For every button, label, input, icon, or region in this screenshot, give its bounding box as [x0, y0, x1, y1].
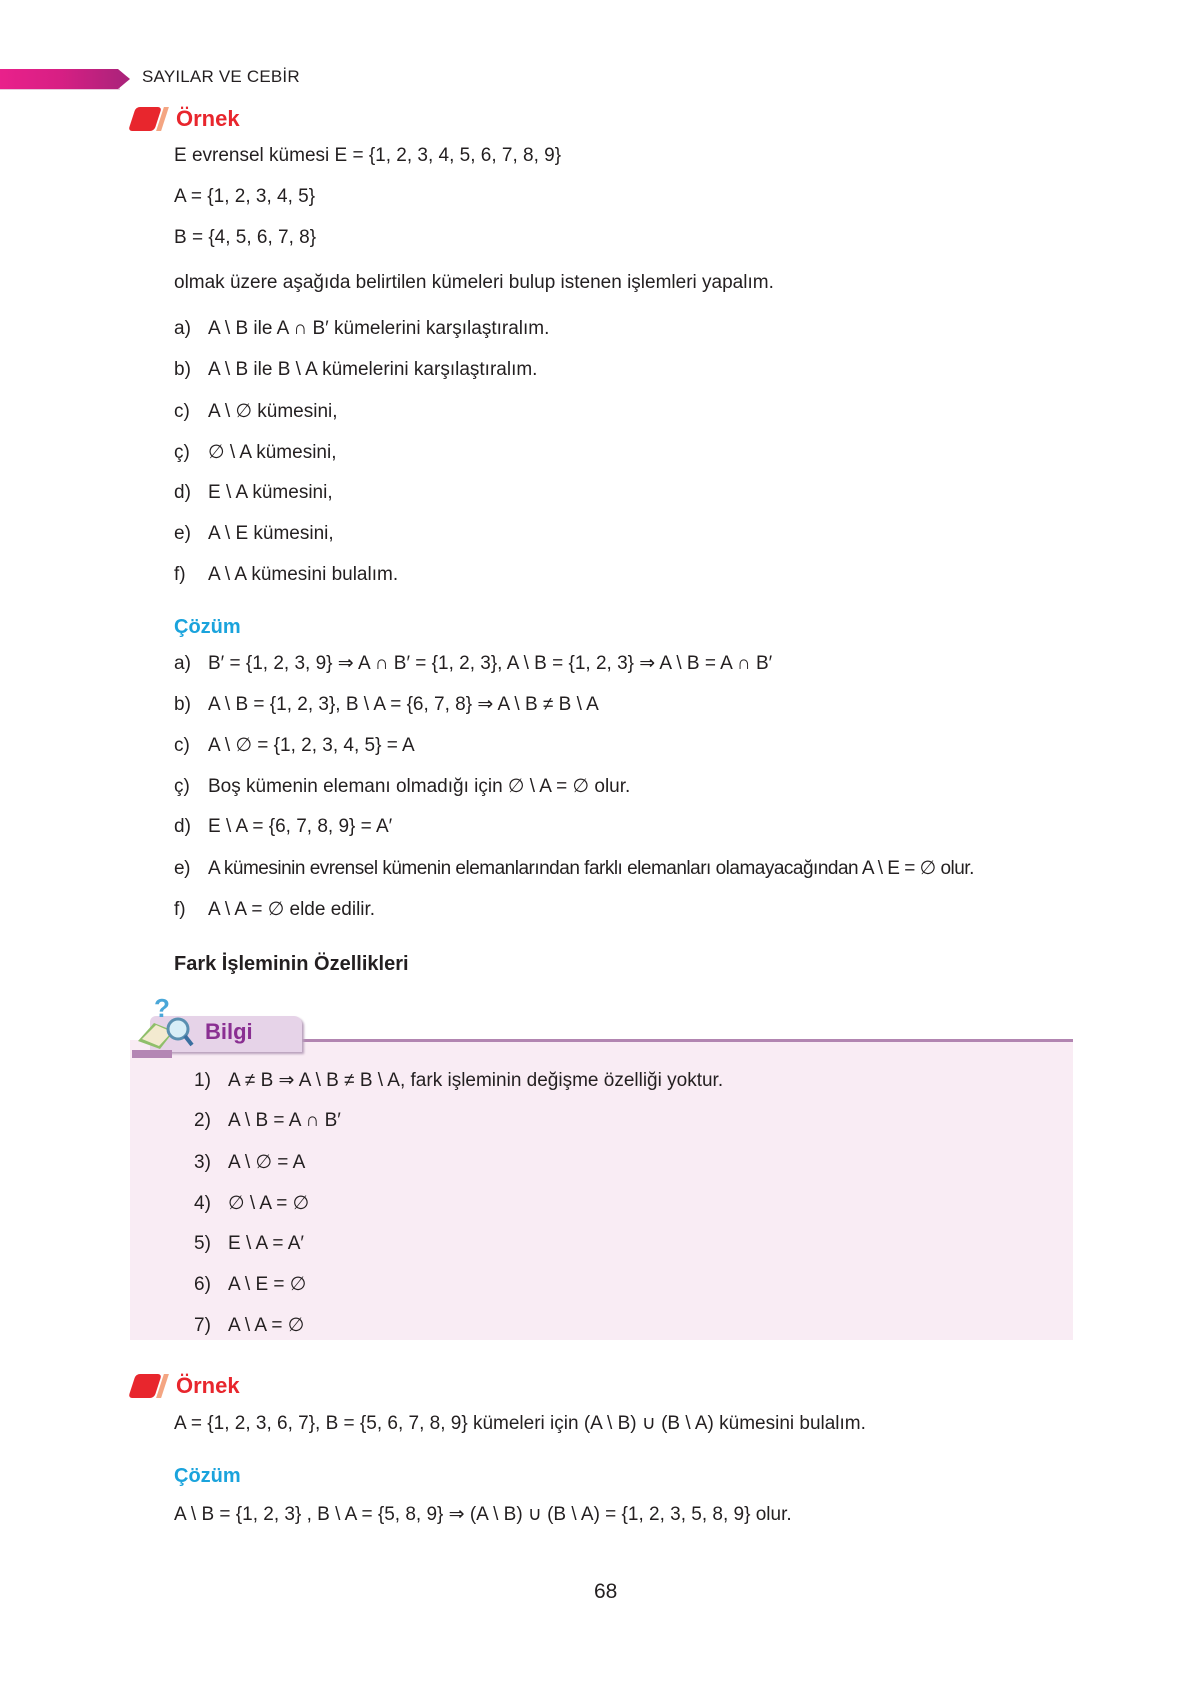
svg-text:?: ? [154, 995, 170, 1023]
example-label: Örnek [176, 1373, 240, 1398]
properties-heading: Fark İşleminin Özellikleri [174, 953, 409, 975]
property-item: 1) A ≠ B ⇒ A \ B ≠ B \ A, fark işleminin değişme özelliği yoktur. [194, 1070, 724, 1091]
solution-item: a) B′ = {1, 2, 3, 9} ⇒ A ∩ B′ = {1, 2, 3}, A \ B = {1, 2, 3} ⇒ A \ B = A ∩ B′ [174, 653, 773, 674]
solution-label: Çözüm [174, 616, 241, 638]
property-item: 5) E \ A = A′ [194, 1233, 304, 1254]
solution-label: Çözüm [174, 1465, 241, 1487]
task-item: f) A \ A kümesini bulalım. [174, 564, 399, 585]
task-item: d) E \ A kümesini, [174, 482, 333, 503]
property-item: 7) A \ A = ∅ [194, 1315, 305, 1336]
example-icon [132, 105, 172, 133]
property-item: 2) A \ B = A ∩ B′ [194, 1110, 341, 1131]
given-set-b: B = {4, 5, 6, 7, 8} [174, 227, 317, 248]
given-universal-set: E evrensel kümesi E = {1, 2, 3, 4, 5, 6, 7, 8, 9} [174, 145, 562, 166]
solution-item: d) E \ A = {6, 7, 8, 9} = A′ [174, 816, 393, 837]
header-accent-bar [0, 69, 130, 89]
example-intro: olmak üzere aşağıda belirtilen kümeleri bulup istenen işlemleri yapalım. [174, 272, 774, 293]
example-heading [132, 105, 240, 133]
example-icon [132, 1372, 172, 1400]
task-item: ç) ∅ \ A kümesini, [174, 442, 337, 463]
section-title: SAYILAR VE CEBİR [142, 67, 300, 86]
property-item: 3) A \ ∅ = A [194, 1152, 306, 1173]
book-magnifier-icon [134, 995, 196, 1051]
task-item: b) A \ B ile B \ A kümelerini karşılaştıralım. [174, 359, 538, 380]
info-label: Bilgi [205, 1019, 253, 1044]
info-box-rule [300, 1039, 1073, 1042]
task-item: a) A \ B ile A ∩ B′ kümelerini karşılaştıralım. [174, 318, 550, 339]
solution-item: e) A kümesinin evrensel kümenin elemanlarından farklı elemanları olamayacağından A \ E = ∅ olur. [174, 858, 974, 879]
solution-item: c) A \ ∅ = {1, 2, 3, 4, 5} = A [174, 735, 415, 756]
example-label: Örnek [176, 106, 240, 131]
info-tab-base [132, 1050, 172, 1058]
example-heading [132, 1372, 240, 1400]
given-set-a: A = {1, 2, 3, 4, 5} [174, 186, 316, 207]
example2-solution: A \ B = {1, 2, 3} , B \ A = {5, 8, 9} ⇒ (A \ B) ∪ (B \ A) = {1, 2, 3, 5, 8, 9} olur. [174, 1504, 792, 1525]
property-item: 6) A \ E = ∅ [194, 1274, 307, 1295]
task-item: e) A \ E kümesini, [174, 523, 334, 544]
example2-question: A = {1, 2, 3, 6, 7}, B = {5, 6, 7, 8, 9} kümeleri için (A \ B) ∪ (B \ A) kümesini bulalım. [174, 1413, 866, 1434]
solution-item: f) A \ A = ∅ elde edilir. [174, 899, 376, 920]
property-item: 4) ∅ \ A = ∅ [194, 1193, 310, 1214]
page-number: 68 [594, 1580, 618, 1603]
task-item: c) A \ ∅ kümesini, [174, 401, 338, 422]
solution-item: ç) Boş kümenin elemanı olmadığı için ∅ \ A = ∅ olur. [174, 776, 631, 797]
solution-item: b) A \ B = {1, 2, 3}, B \ A = {6, 7, 8} ⇒ A \ B ≠ B \ A [174, 694, 599, 715]
